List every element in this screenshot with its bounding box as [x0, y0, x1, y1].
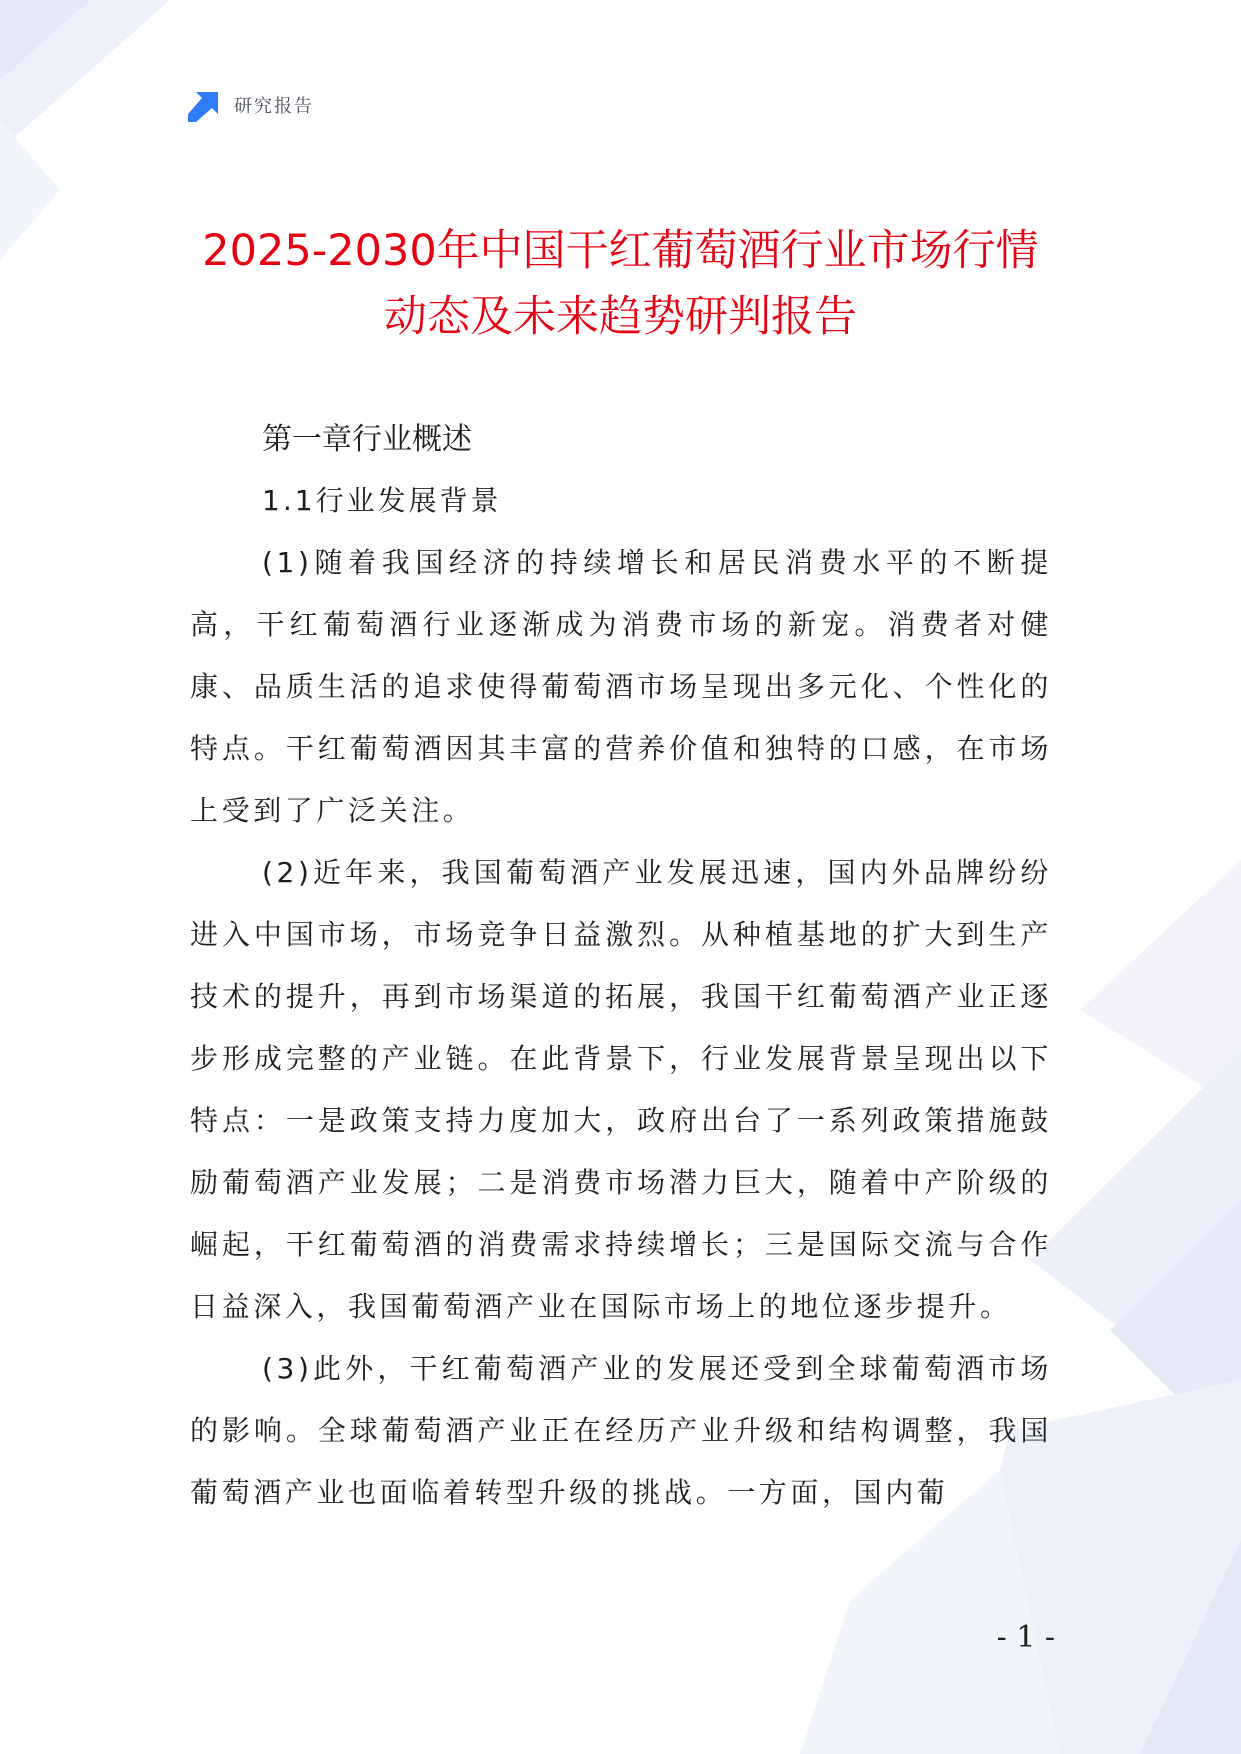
- paragraph-1: (1)随着我国经济的持续增长和居民消费水平的不断提高，干红葡萄酒行业逐渐成为消费市场的新宠。消费者对健康、品质生活的追求使得葡萄酒市场呈现出多元化、个性化的特点。干红葡萄酒因其丰富的营养价值和独特的口感，在市场上受到了广泛关注。: [190, 546, 1052, 827]
- page-number: - 1 -: [996, 1620, 1055, 1655]
- document-body: [190, 410, 1052, 1524]
- chapter-heading: 第一章行业概述: [262, 422, 472, 457]
- title-line-1: 2025-2030年中国干红葡萄酒行业市场行情: [202, 226, 1039, 276]
- report-header: [188, 88, 314, 122]
- section-heading: 1.1行业发展背景: [262, 484, 502, 517]
- arrow-up-right-icon: [188, 88, 222, 122]
- paragraph-3: (3)此外，干红葡萄酒产业的发展还受到全球葡萄酒市场的影响。全球葡萄酒产业正在经历产业升级和结构调整，我国葡萄酒产业也面临着转型升级的挑战。一方面，国内葡: [190, 1352, 1052, 1509]
- paragraph-2: (2)近年来，我国葡萄酒产业发展迅速，国内外品牌纷纷进入中国市场，市场竞争日益激烈。从种植基地的扩大到生产技术的提升，再到市场渠道的拓展，我国干红葡萄酒产业正逐步形成完整的产业链。在此背景下，行业发展背景呈现出以下特点：一是政策支持力度加大，政府出台了一系列政策措施鼓励葡萄酒产业发展；二是消费市场潜力巨大，随着中产阶级的崛起，干红葡萄酒的消费需求持续增长；三是国际交流与合作日益深入，我国葡萄酒产业在国际市场上的地位逐步提升。: [190, 856, 1052, 1323]
- title-line-2: 动态及未来趋势研判报告: [384, 292, 857, 342]
- document-title: [150, 218, 1091, 350]
- header-label: 研究报告: [234, 96, 314, 117]
